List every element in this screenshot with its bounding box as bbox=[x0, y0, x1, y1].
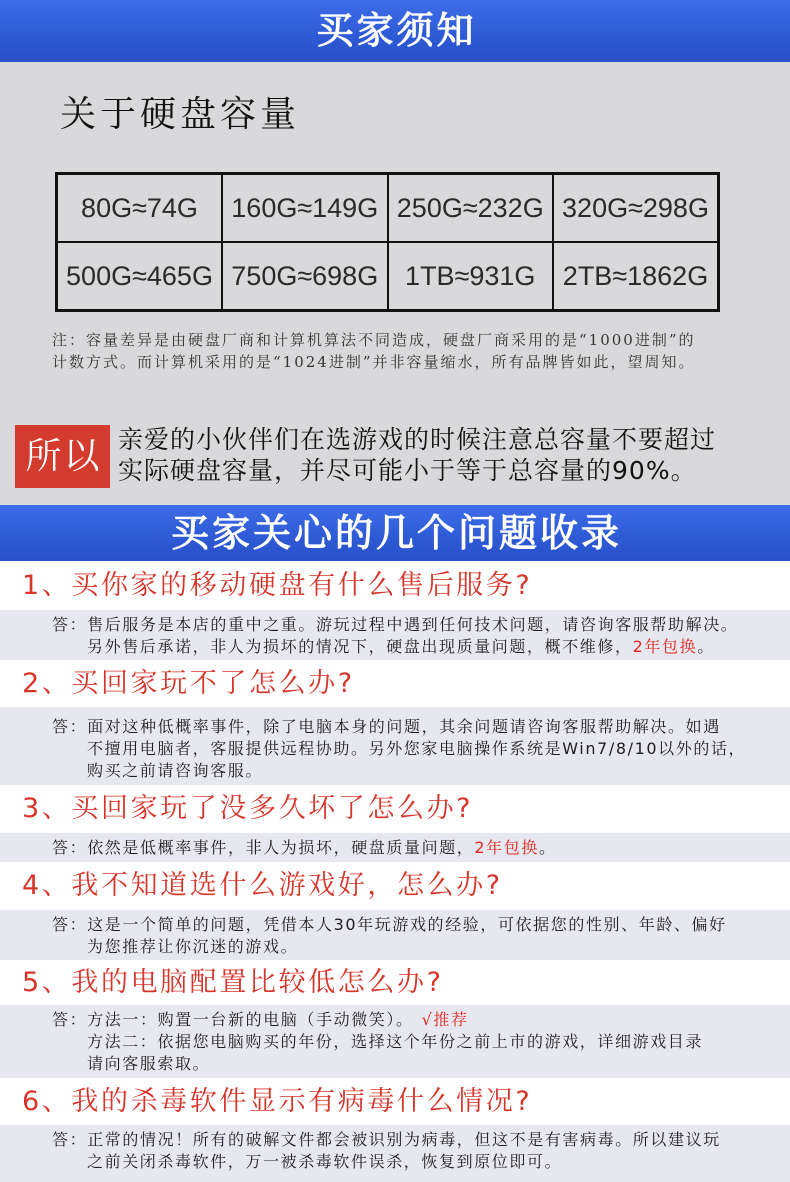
answer-text: 之前关闭杀毒软件，万一被杀毒软件误杀，恢复到原位即可。 bbox=[87, 1152, 563, 1171]
answer-text: 不擅用电脑者，客服提供远程协助。另外您家电脑操作系统是Win7/8/10以外的话， bbox=[87, 739, 747, 758]
capacity-section bbox=[0, 62, 790, 505]
answer-line bbox=[52, 1031, 790, 1053]
tip-line: 亲爱的小伙伴们在选游戏的时候注意总容量不要超过 bbox=[118, 425, 717, 454]
answer-text: 答：这是一个简单的问题，凭借本人30年玩游戏的经验，可依据您的性别、年龄、偏好 bbox=[52, 915, 727, 934]
answer-text: 答：方法一：购置一台新的电脑（手动微笑）。 bbox=[52, 1010, 414, 1029]
answer-text: 。 bbox=[539, 838, 557, 857]
capacity-cell: 500G≈465G bbox=[57, 242, 223, 311]
highlight-text: 2年包换 bbox=[632, 637, 698, 656]
answer-line bbox=[52, 837, 790, 859]
faq-title: 买家关心的几个问题收录 bbox=[170, 511, 622, 555]
capacity-cell: 2TB≈1862G bbox=[553, 242, 719, 311]
answer-line bbox=[52, 1129, 790, 1151]
tip-badge bbox=[15, 425, 110, 488]
tip-text bbox=[118, 424, 716, 486]
recommend-highlight: √推荐 bbox=[421, 1010, 469, 1029]
answer-text: 为您推荐让你沉迷的游戏。 bbox=[87, 937, 299, 956]
capacity-cell: 750G≈698G bbox=[222, 242, 388, 311]
answer-text: 。 bbox=[697, 637, 715, 656]
answer-line bbox=[52, 1009, 790, 1031]
faq-question: 1、买你家的移动硬盘有什么售后服务? bbox=[0, 561, 790, 610]
faq-answer bbox=[0, 910, 790, 960]
answer-text: 答：正常的情况！所有的破解文件都会被识别为病毒，但这不是有害病毒。所以建议玩 bbox=[52, 1130, 721, 1149]
answer-text: 购买之前请咨询客服。 bbox=[87, 761, 264, 780]
notice-title: 买家须知 bbox=[316, 9, 477, 52]
faq-answer bbox=[0, 707, 790, 785]
answer-line bbox=[52, 716, 790, 738]
answer-text: 答：依然是低概率事件，非人为损坏，硬盘质量问题， bbox=[52, 838, 475, 857]
tip-line: 实际硬盘容量，并尽可能小于等于总容量的90%。 bbox=[118, 456, 697, 485]
answer-line bbox=[52, 1053, 790, 1075]
faq-answer bbox=[0, 1125, 790, 1182]
capacity-note bbox=[52, 329, 696, 373]
faq-answer bbox=[0, 833, 790, 862]
answer-text: 请向客服索取。 bbox=[87, 1054, 211, 1073]
answer-line bbox=[52, 936, 790, 958]
answer-line bbox=[52, 614, 790, 636]
tip-badge-label: 所以 bbox=[25, 436, 102, 477]
answer-line bbox=[52, 760, 790, 782]
answer-text: 另外售后承诺，非人为损坏的情况下，硬盘出现质量问题，概不维修， bbox=[87, 637, 633, 656]
capacity-cell: 1TB≈931G bbox=[388, 242, 554, 311]
capacity-cell: 80G≈74G bbox=[57, 174, 223, 243]
capacity-row bbox=[57, 174, 719, 243]
answer-line bbox=[52, 914, 790, 936]
capacity-cell: 160G≈149G bbox=[222, 174, 388, 243]
answer-text: 方法二：依据您电脑购买的年份，选择这个年份之前上市的游戏，详细游戏目录 bbox=[87, 1032, 704, 1051]
faq-question: 6、我的杀毒软件显示有病毒什么情况? bbox=[0, 1078, 790, 1125]
faq-question: 3、买回家玩了没多久坏了怎么办? bbox=[0, 785, 790, 833]
faq-question: 2、买回家玩不了怎么办? bbox=[0, 660, 790, 707]
highlight-text: 2年包换 bbox=[474, 838, 539, 857]
capacity-table bbox=[55, 172, 720, 312]
faq-question: 5、我的电脑配置比较低怎么办? bbox=[0, 960, 790, 1005]
faq-question: 4、我不知道选什么游戏好，怎么办? bbox=[0, 862, 790, 910]
capacity-cell: 320G≈298G bbox=[553, 174, 719, 243]
answer-line bbox=[52, 738, 790, 760]
capacity-cell: 250G≈232G bbox=[388, 174, 554, 243]
capacity-note-line: 计数方式。而计算机采用的是“1024进制”并非容量缩水，所有品牌皆如此，望周知。 bbox=[52, 353, 696, 371]
notice-banner bbox=[0, 0, 790, 62]
capacity-title: 关于硬盘容量 bbox=[60, 94, 301, 135]
faq-banner bbox=[0, 505, 790, 561]
answer-line bbox=[52, 1151, 790, 1173]
answer-line bbox=[52, 636, 790, 658]
faq-answer bbox=[0, 610, 790, 660]
answer-text: 答：面对这种低概率事件，除了电脑本身的问题，其余问题请咨询客服帮助解决。如遇 bbox=[52, 717, 721, 736]
capacity-row bbox=[57, 242, 719, 311]
faq-answer bbox=[0, 1005, 790, 1078]
capacity-note-line: 注：容量差异是由硬盘厂商和计算机算法不同造成，硬盘厂商采用的是“1000进制”的 bbox=[52, 331, 696, 349]
answer-text: 答：售后服务是本店的重中之重。游玩过程中遇到任何技术问题，请咨询客服帮助解决。 bbox=[52, 615, 739, 634]
